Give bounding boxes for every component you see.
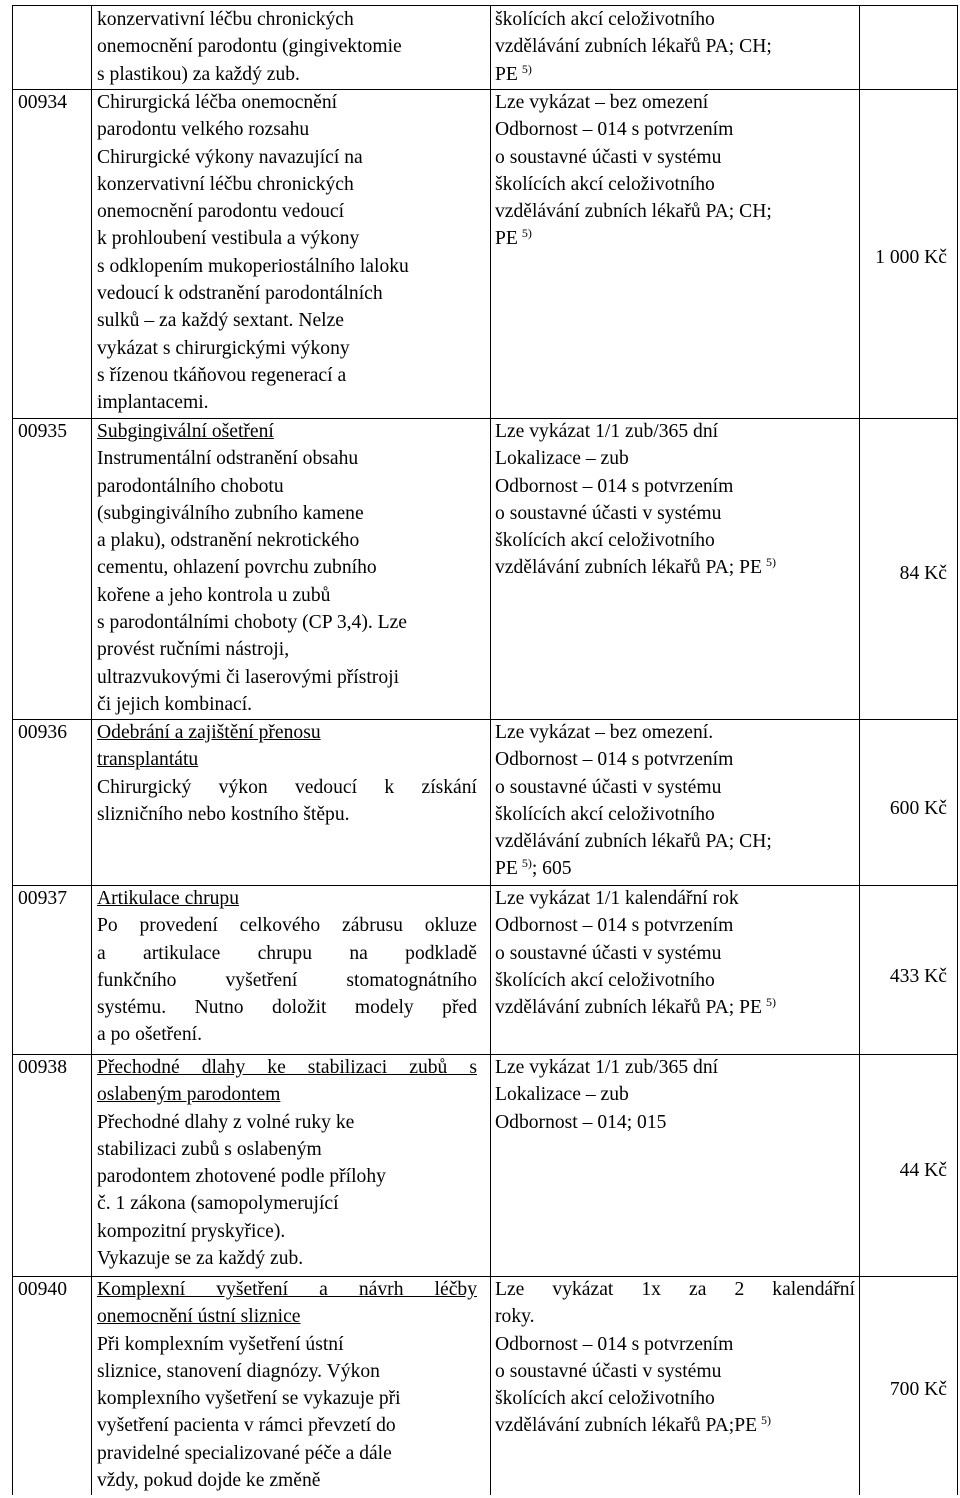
condition-line: Odbornost – 014 s potvrzením <box>495 1333 734 1355</box>
condition-line: Lze vykázat 1x za 2 kalendářní <box>495 1279 855 1300</box>
procedure-title: Přechodné dlahy ke stabilizaci zubů s <box>97 1057 477 1078</box>
description-line: parodontálního chobotu <box>97 475 284 497</box>
condition-line: o soustavné účasti v systému <box>495 776 722 798</box>
description-line: kompozitní pryskyřice). <box>97 1220 286 1242</box>
description-line: či jejich kombinací. <box>97 693 253 715</box>
description-line: funkčního vyšetření stomatognátního <box>97 969 477 991</box>
billing-conditions <box>495 1276 855 1440</box>
description-line: vykázat s chirurgickými výkony <box>97 337 350 359</box>
procedure-title: Artikulace chrupu <box>97 888 239 909</box>
description-line: a po ošetření. <box>97 1024 203 1046</box>
condition-line: Lze vykázat – bez omezení <box>495 92 709 113</box>
price: 700 Kč <box>889 1379 947 1400</box>
description-line: a plaku), odstranění nekrotického <box>97 530 360 552</box>
condition-line: školících akcí celoživotního <box>495 530 715 552</box>
procedure-title: parodontu velkého rozsahu <box>97 119 310 141</box>
footnote-ref: 5) <box>765 555 776 570</box>
description-line: Vykazuje se za každý zub. <box>97 1248 304 1270</box>
fee-schedule-table <box>12 5 958 1495</box>
column-divider <box>91 6 92 1495</box>
footnote-ref: 5) <box>521 856 532 871</box>
description-line: stabilizaci zubů s oslabeným <box>97 1138 322 1160</box>
description-line: s plastikou) za každý zub. <box>97 63 300 85</box>
description-line: onemocnění parodontu (gingivektomie <box>97 36 402 58</box>
description-line: provést ručními nástroji, <box>97 639 290 661</box>
condition-line: PE $^{5)}$; 605 <box>495 856 572 880</box>
procedure-code: 00935 <box>18 421 67 442</box>
condition-line: o soustavné účasti v systému <box>495 1360 722 1382</box>
description-line: s odklopením mukoperiostálního laloku <box>97 255 409 277</box>
description-line: Chirurgický výkon vedoucí k získání <box>97 776 477 798</box>
price: 600 Kč <box>889 798 947 819</box>
footnote-ref: 5) <box>761 1413 772 1428</box>
procedure-title: transplantátu <box>97 749 199 771</box>
procedure-description <box>97 885 477 1049</box>
procedure-title: Odebrání a zajištění přenosu <box>97 722 321 743</box>
description-line: sliznice, stanovení diagnózy. Výkon <box>97 1360 380 1382</box>
condition-line: vzdělávání zubních lékařů PA; CH; <box>495 831 772 853</box>
description-line: cementu, ohlazení povrchu zubního <box>97 557 377 579</box>
procedure-code: 00934 <box>18 92 67 113</box>
description-line: Po provedení celkového zábrusu okluze <box>97 915 477 937</box>
billing-conditions <box>495 418 855 582</box>
billing-conditions <box>495 885 855 1021</box>
price: 84 Kč <box>899 563 947 584</box>
condition-line: školících akcí celoživotního <box>495 969 715 991</box>
condition-line: Lze vykázat 1/1 kalendářní rok <box>495 888 739 909</box>
description-line: ultrazvukovými či laserovými přístroji <box>97 666 400 688</box>
condition-line: školících akcí celoživotního <box>495 803 715 825</box>
condition-line: PE $^{5)}$ <box>495 226 532 250</box>
procedure-title: onemocnění ústní sliznice <box>97 1306 301 1328</box>
condition-line: vzdělávání zubních lékařů PA; PE $^{5)}$ <box>495 555 776 579</box>
column-divider <box>490 6 491 1495</box>
condition-line: školících akcí celoživotního <box>495 9 715 30</box>
price: 1 000 Kč <box>875 247 947 268</box>
description-line: konzervativní léčbu chronických <box>97 173 354 195</box>
condition-line: vzdělávání zubních lékařů PA;PE $^{5)}$ <box>495 1413 772 1437</box>
description-line: č. 1 zákona (samopolymerující <box>97 1193 339 1215</box>
billing-conditions <box>495 719 855 883</box>
procedure-title: oslabeným parodontem <box>97 1084 281 1106</box>
procedure-title: Subgingivální ošetření <box>97 421 274 442</box>
condition-line: Odbornost – 014 s potvrzením <box>495 475 734 497</box>
condition-line: vzdělávání zubních lékařů PA; CH; <box>495 201 772 223</box>
procedure-title: Komplexní vyšetření a návrh léčby <box>97 1279 477 1300</box>
description-line: implantacemi. <box>97 392 209 414</box>
condition-line: vzdělávání zubních lékařů PA; CH; <box>495 36 772 58</box>
condition-line: PE $^{5)}$ <box>495 61 532 85</box>
procedure-description <box>97 89 477 417</box>
description-line: Při komplexním vyšetření ústní <box>97 1333 344 1355</box>
description-line: s řízenou tkáňovou regenerací a <box>97 364 347 386</box>
description-line: komplexního vyšetření se vykazuje při <box>97 1388 401 1410</box>
billing-conditions <box>495 6 855 88</box>
description-line: Chirurgické výkony navazující na <box>97 146 363 168</box>
description-line: vždy, pokud dojde ke změně <box>97 1470 321 1492</box>
condition-line: Odbornost – 014 s potvrzením <box>495 915 734 937</box>
footnote-ref: 5) <box>765 995 776 1010</box>
condition-line: Odbornost – 014 s potvrzením <box>495 749 734 771</box>
billing-conditions <box>495 89 855 253</box>
description-line: vyšetření pacienta v rámci převzetí do <box>97 1415 396 1437</box>
procedure-description <box>97 1054 477 1272</box>
condition-line: školících akcí celoživotního <box>495 173 715 195</box>
description-line: Přechodné dlahy z volné ruky ke <box>97 1111 355 1133</box>
description-line: Instrumentální odstranění obsahu <box>97 448 359 470</box>
price: 433 Kč <box>889 966 947 987</box>
description-line: vedoucí k odstranění parodontálních <box>97 283 383 305</box>
column-divider <box>859 6 860 1495</box>
description-line: kořene a jeho kontrola u zubů <box>97 584 331 606</box>
procedure-code: 00938 <box>18 1057 67 1078</box>
description-line: s parodontálními choboty (CP 3,4). Lze <box>97 612 407 634</box>
condition-line: Lokalizace – zub <box>495 1084 629 1106</box>
footnote-ref: 5) <box>521 226 532 241</box>
condition-line: Lze vykázat – bez omezení. <box>495 722 714 743</box>
condition-line: o soustavné účasti v systému <box>495 942 722 964</box>
condition-line: školících akcí celoživotního <box>495 1388 715 1410</box>
description-line: k prohloubení vestibula a výkony <box>97 228 360 250</box>
condition-line: Lze vykázat 1/1 zub/365 dní <box>495 421 719 442</box>
procedure-code: 00936 <box>18 722 67 743</box>
condition-line: Lokalizace – zub <box>495 448 629 470</box>
billing-conditions <box>495 1054 855 1136</box>
condition-line: Odbornost – 014; 015 <box>495 1111 667 1133</box>
condition-line: Lze vykázat 1/1 zub/365 dní <box>495 1057 719 1078</box>
description-line: systému. Nutno doložit modely před <box>97 997 477 1019</box>
description-line: onemocnění parodontu vedoucí <box>97 201 345 223</box>
description-line: sulků – za každý sextant. Nelze <box>97 310 345 332</box>
description-line: slizničního nebo kostního štěpu. <box>97 803 350 825</box>
price: 44 Kč <box>899 1160 947 1181</box>
procedure-description <box>97 1276 477 1494</box>
description-line: parodontem zhotovené podle přílohy <box>97 1166 386 1188</box>
procedure-description <box>97 719 477 828</box>
procedure-code: 00940 <box>18 1279 67 1300</box>
procedure-code: 00937 <box>18 888 67 909</box>
description-line: konzervativní léčbu chronických <box>97 9 354 30</box>
condition-line: roky. <box>495 1306 535 1328</box>
description-line: (subgingiválního zubního kamene <box>97 502 364 524</box>
description-line: pravidelné specializované péče a dále <box>97 1442 392 1464</box>
condition-line: o soustavné účasti v systému <box>495 502 722 524</box>
condition-line: Odbornost – 014 s potvrzením <box>495 119 734 141</box>
footnote-ref: 5) <box>521 61 532 76</box>
description-line: a artikulace chrupu na podkladě <box>97 942 477 964</box>
condition-line: o soustavné účasti v systému <box>495 146 722 168</box>
procedure-title: Chirurgická léčba onemocnění <box>97 92 338 113</box>
procedure-description <box>97 6 477 88</box>
condition-line: vzdělávání zubních lékařů PA; PE $^{5)}$ <box>495 995 776 1019</box>
procedure-description <box>97 418 477 718</box>
